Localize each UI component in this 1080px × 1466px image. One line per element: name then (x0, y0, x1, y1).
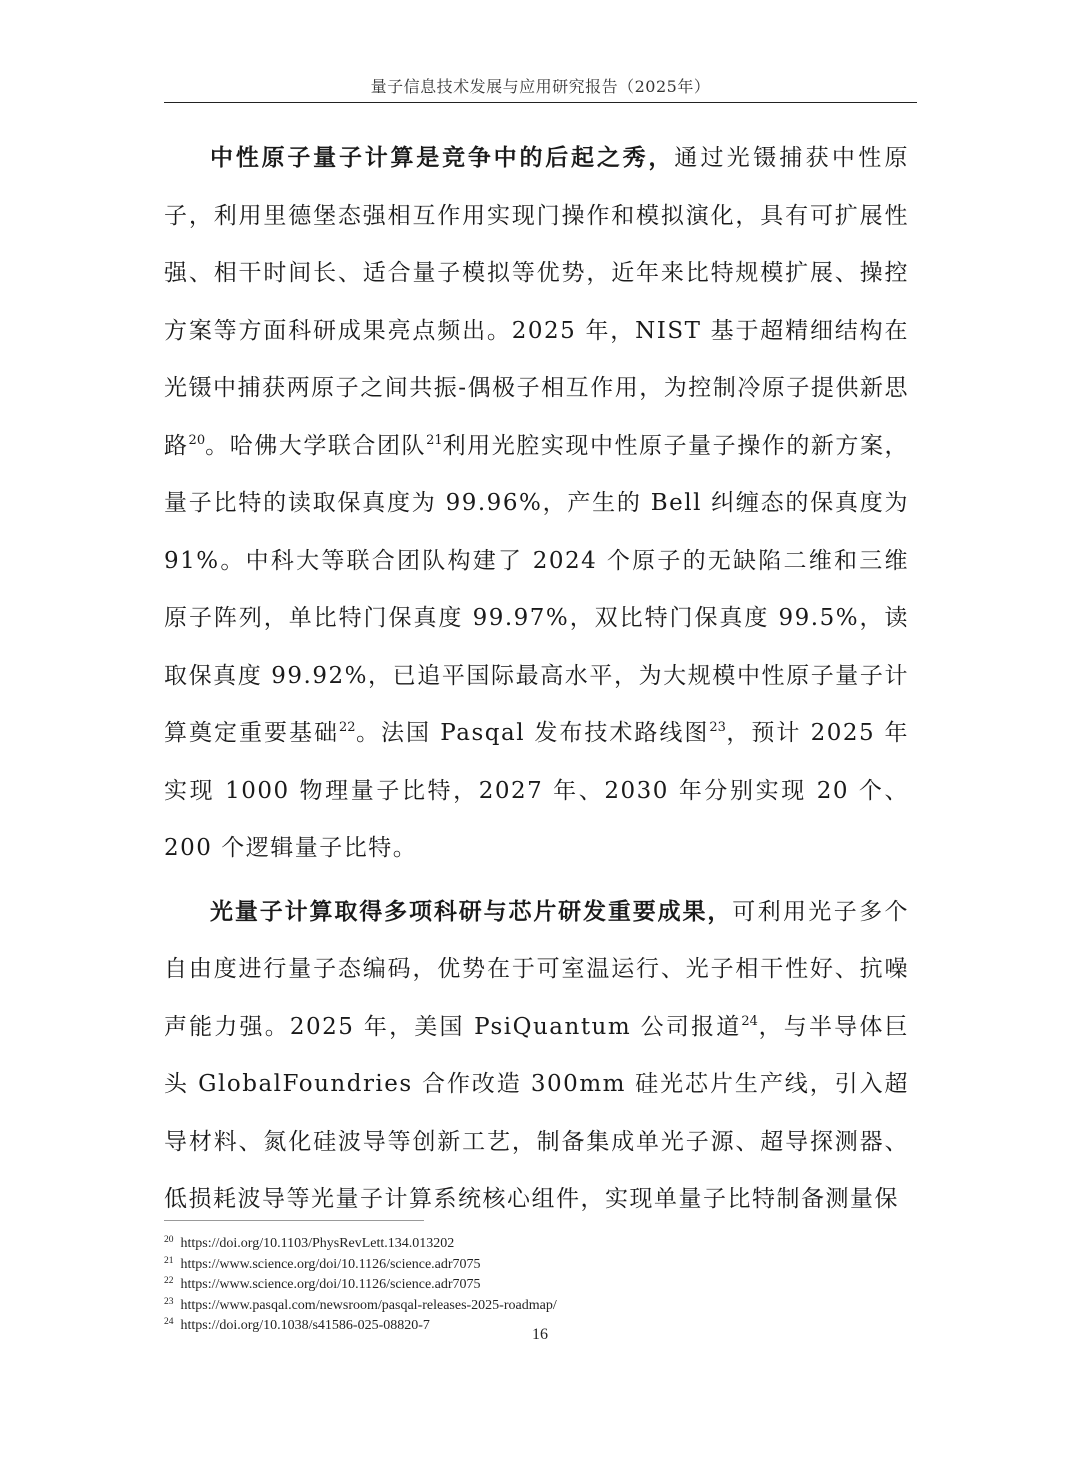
footnote-number: 21 (164, 1255, 174, 1266)
footnote-number: 24 (164, 1317, 174, 1327)
running-header: 量子信息技术发展与应用研究报告（2025年） (370, 77, 711, 96)
footnote-separator (164, 1220, 424, 1221)
paragraph-lead: 光量子计算取得多项科研与芯片研发重要成果， (210, 898, 733, 925)
header-rule (164, 102, 917, 103)
paragraph-text: 可利用光子多个自由度进行量子态编码，优势在于可室温运行、光子相干性好、抗噪声能力强。2025 年，美国 PsiQuantum 公司报道 (164, 898, 910, 1040)
paragraph-neutral-atom (164, 130, 909, 878)
footnotes (164, 1232, 909, 1335)
footnote-21 (164, 1253, 909, 1274)
paragraph-text: 。法国 Pasqal 发布技术路线图 (355, 720, 710, 746)
footnote-link[interactable]: https://www.science.org/doi/10.1126/science.adr7075 (180, 1277, 481, 1292)
footnote-ref-21[interactable]: 21 (426, 432, 443, 448)
footnote-22 (164, 1273, 909, 1294)
footnote-23 (164, 1294, 909, 1315)
footnote-ref-22[interactable]: 22 (338, 720, 356, 735)
paragraph-text: 通过光镊捕获中性原子，利用里德堡态强相互作用实现门操作和模拟演化，具有可扩展性强、相干时间长、适合量子模拟等优势，近年来比特规模扩展、操控方案等方面科研成果亮点频出。2025 年，NIST 基于超精细结构在光镊中捕获两原子之间共振-偶极子相互作用，为控制冷原子提供新思路 (164, 145, 910, 459)
footnote-link[interactable]: https://doi.org/10.1103/PhysRevLett.134.013202 (180, 1236, 455, 1251)
paragraph-text: ，预计 2025 年实现 1000 物理量子比特，2027 年、2030 年分别实现 20 个、200 个逻辑量子比特。 (164, 720, 910, 861)
paragraph-text: 。哈佛大学联合团队 (205, 432, 427, 459)
footnote-ref-24[interactable]: 24 (741, 1013, 758, 1029)
footnote-link[interactable]: https://www.science.org/doi/10.1126/science.adr7075 (180, 1256, 481, 1272)
footnote-link[interactable]: https://doi.org/10.1038/s41586-025-08820-7 (180, 1318, 430, 1333)
paragraph-text: ，与半导体巨头 GlobalFoundries 合作改造 300mm 硅光芯片生产线，引入超导材料、氮化硅波导等创新工艺，制备集成单光子源、超导探测器、低损耗波导等光量子计算系统核心组件，实现单量子比特制备测量保 (164, 1013, 910, 1212)
page-number: 16 (532, 1326, 548, 1343)
paragraph-lead: 中性原子量子计算是竞争中的后起之秀， (210, 145, 675, 171)
footnote-number: 20 (164, 1235, 174, 1245)
footnote-link[interactable]: https://www.pasqal.com/newsroom/pasqal-releases-2025-roadmap/ (180, 1297, 557, 1313)
footnote-20 (164, 1232, 909, 1253)
footnote-number: 22 (164, 1276, 174, 1286)
footnote-ref-20[interactable]: 20 (188, 432, 206, 448)
footnote-number: 23 (164, 1296, 174, 1307)
body-text (164, 130, 909, 1229)
footnote-ref-23[interactable]: 23 (709, 720, 726, 735)
paragraph-text: 利用光腔实现中性原子量子操作的新方案，量子比特的读取保真度为 99.96%，产生的 Bell 纠缠态的保真度为 91%。中科大等联合团队构建了 2024 个原子的无缺陷二维和三维原子阵列，单比特门保真度 99.97%，双比特门保真度 99.5%，读取保真度 99.92%，已追平国际最高水平，为大规模中性原子量子计算奠定重要基础 (164, 432, 909, 746)
paragraph-photonic (164, 884, 909, 1229)
